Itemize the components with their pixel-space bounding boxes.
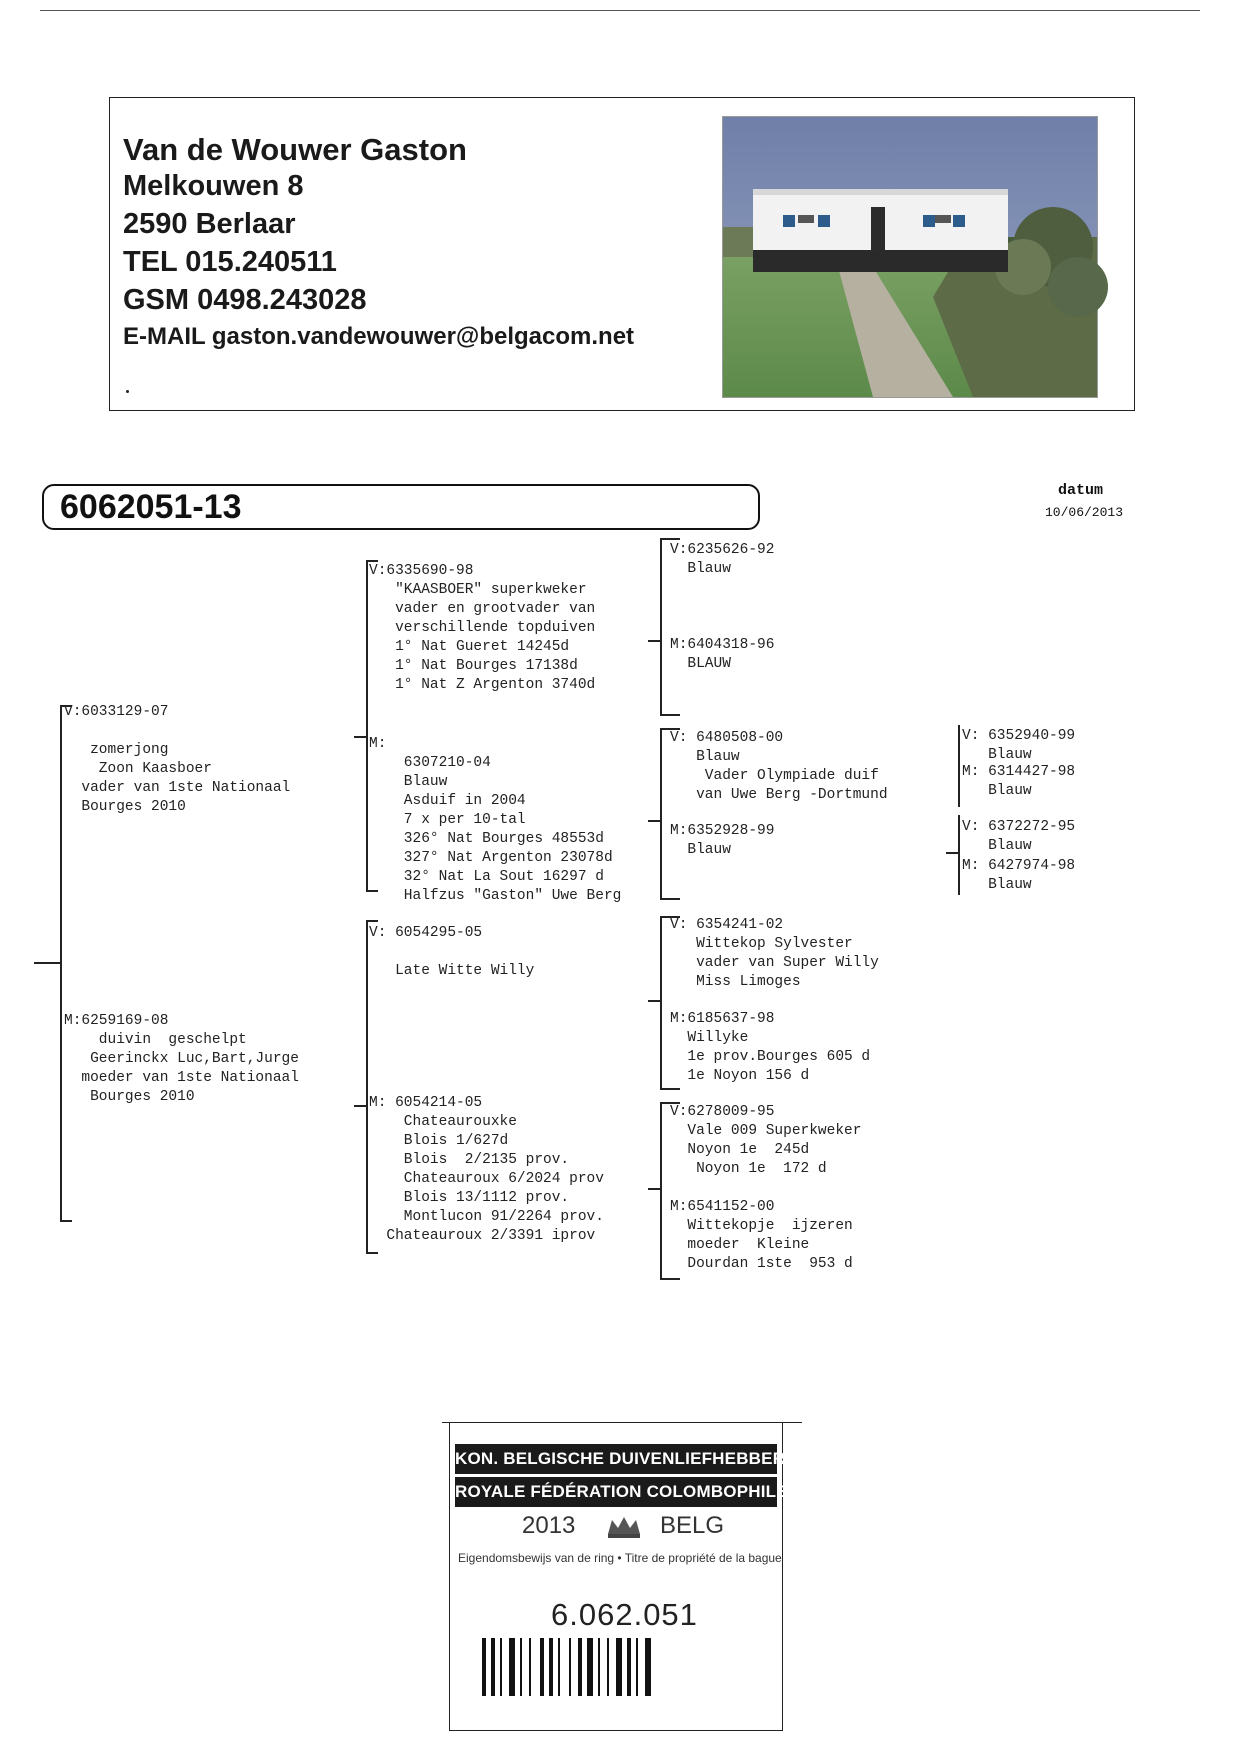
fmmm-entry: M: 6427974-98 Blauw — [962, 858, 1076, 893]
owner-tel: TEL 015.240511 — [123, 246, 337, 278]
fmm-entry: M:6352928-99 Blauw — [670, 823, 775, 858]
badge-ring-number: 6.062.051 — [551, 1597, 698, 1632]
barcode-bar — [578, 1638, 582, 1696]
gen1-bracket — [60, 705, 62, 1222]
barcode-bar — [627, 1638, 631, 1696]
gen3-bracket-1 — [660, 538, 662, 716]
gen3-bracket-2 — [660, 728, 662, 900]
badge-country: BELG — [660, 1512, 725, 1539]
barcode-bar — [509, 1638, 515, 1696]
fmf-entry: V: 6480508-00 Blauw Vader Olympiade duif van Uwe Berg -Dortmund — [670, 730, 888, 803]
badge-title-fr: ROYALE FÉDÉRATION COLOMBOPHILE BELGE — [455, 1477, 777, 1507]
gen2-bracket-top — [366, 560, 368, 892]
owner-email: E-MAIL gaston.vandewouwer@belgacom.net — [123, 323, 635, 350]
owner-city: 2590 Berlaar — [123, 208, 296, 240]
owner-street: Melkouwen 8 — [123, 170, 304, 202]
gen3-bracket-3 — [660, 916, 662, 1090]
badge-year: 2013 — [522, 1512, 576, 1539]
root-connector — [34, 962, 60, 964]
barcode-bar — [598, 1638, 600, 1696]
barcode-bar — [529, 1638, 531, 1696]
mmf-entry: V:6278009-95 Vale 009 Superkweker Noyon 1e 245d Noyon 1e 172 d — [670, 1104, 862, 1177]
barcode-bar — [500, 1638, 502, 1696]
ff-entry: V:6335690-98 "KAASBOER" superkweker vader en grootvader van verschillende topduiven 1° Nat Gueret 14245d 1° Nat Bourges 17138d 1° Nat Z Argenton 3740d — [369, 563, 596, 693]
owner-gsm: GSM 0498.243028 — [123, 284, 367, 316]
date-label: datum — [1058, 482, 1104, 499]
barcode-bar — [607, 1638, 609, 1696]
mff-entry: V: 6354241-02 Wittekop Sylvester vader van Super Willy Miss Limoges — [670, 917, 879, 990]
top-rule — [40, 10, 1200, 11]
date-value: 10/06/2013 — [1045, 505, 1124, 520]
loft-photo — [722, 116, 1098, 398]
gen2-bracket-bottom — [366, 920, 368, 1254]
mfm-entry: M:6185637-98 Willyke 1e prov.Bourges 605 d 1e Noyon 156 d — [670, 1011, 871, 1084]
fm-entry: M: 6307210-04 Blauw Asduif in 2004 7 x per 10-tal 326° Nat Bourges 48553d 327° Nat Argenton 23078d 32° Nat La Sout 16297 d Halfzus "Gaston" Uwe Berg — [369, 736, 622, 904]
gen4-bracket-2 — [958, 815, 960, 895]
fmfm-entry: M: 6314427-98 Blauw — [962, 764, 1076, 799]
owner-name: Van de Wouwer Gaston — [123, 132, 467, 167]
barcode — [480, 1638, 750, 1696]
fff-entry: V:6235626-92 Blauw — [670, 542, 775, 577]
barcode-bar — [616, 1638, 622, 1696]
barcode-bar — [587, 1638, 593, 1696]
barcode-bar — [520, 1638, 522, 1696]
crown-icon — [604, 1514, 644, 1545]
barcode-bar — [540, 1638, 544, 1696]
barcode-bar — [645, 1638, 651, 1696]
badge-subtitle: Eigendomsbewijs van de ring • Titre de propriété de la bague — [458, 1551, 782, 1565]
badge-title-nl: KON. BELGISCHE DUIVENLIEFHEBBERSBOND — [455, 1444, 777, 1474]
fmmf-entry: V: 6372272-95 Blauw — [962, 819, 1076, 854]
gen3-bracket-4 — [660, 1102, 662, 1280]
fmff-entry: V: 6352940-99 Blauw — [962, 728, 1076, 763]
barcode-bar — [482, 1638, 486, 1696]
ring-number: 6062051-13 — [60, 488, 242, 526]
mf-entry: V: 6054295-05 Late Witte Willy — [369, 925, 535, 979]
father-entry: V:6033129-07 zomerjong Zoon Kaasboer vader van 1ste Nationaal Bourges 2010 — [64, 704, 291, 815]
mm-entry: M: 6054214-05 Chateaurouxke Blois 1/627d Blois 2/2135 prov. Chateauroux 6/2024 prov Blois 13/1112 prov. Montlucon 91/2264 prov. Chateauroux 2/3391 iprov — [369, 1095, 604, 1244]
barcode-bar — [558, 1638, 560, 1696]
ffm-entry: M:6404318-96 BLAUW — [670, 637, 775, 672]
gen4-bracket-1 — [958, 725, 960, 807]
barcode-bar — [491, 1638, 495, 1696]
barcode-bar — [636, 1638, 638, 1696]
mother-entry: M:6259169-08 duivin geschelpt Geerinckx Luc,Bart,Jurge moeder van 1ste Nationaal Bourges 2010 — [64, 1013, 299, 1105]
barcode-bar — [549, 1638, 553, 1696]
mmm-entry: M:6541152-00 Wittekopje ijzeren moeder Kleine Dourdan 1ste 953 d — [670, 1199, 853, 1272]
stray-dot — [126, 390, 129, 393]
barcode-bar — [569, 1638, 571, 1696]
